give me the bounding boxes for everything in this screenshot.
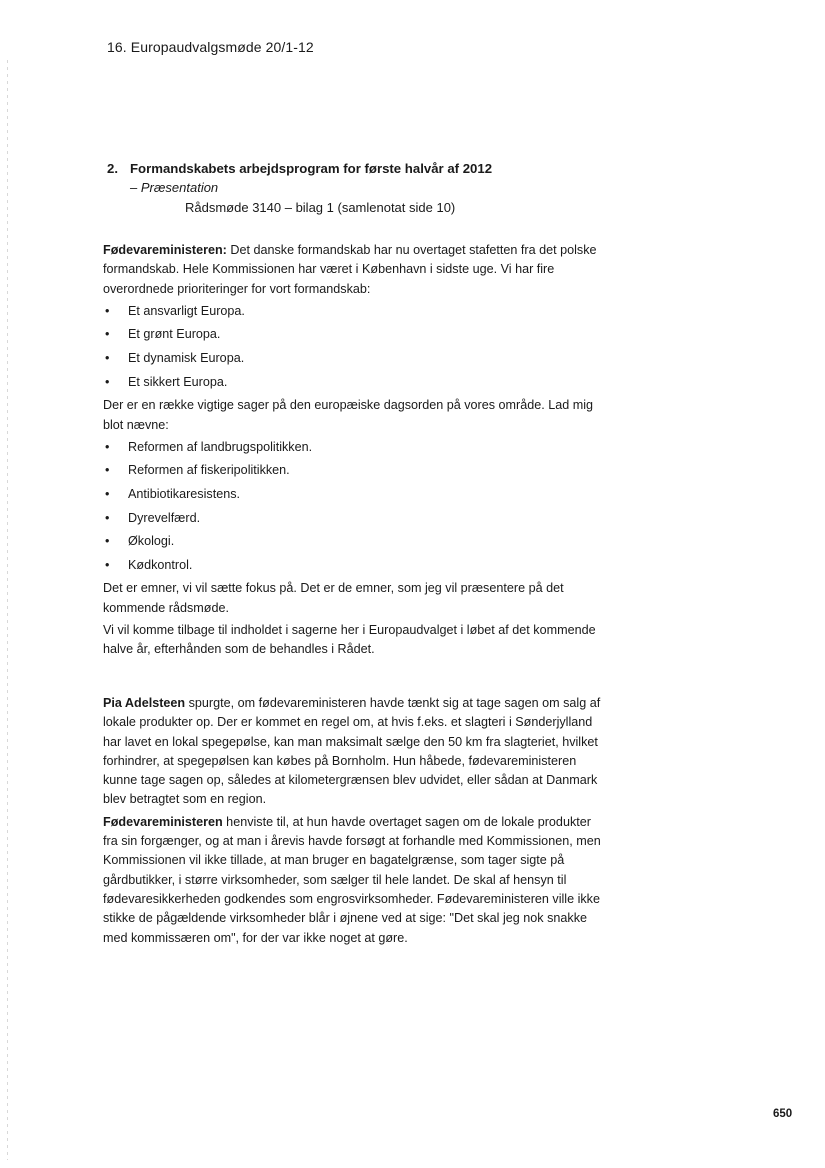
agenda-item-reference: Rådsmøde 3140 – bilag 1 (samlenotat side 10): [185, 200, 456, 215]
paragraph: [103, 694, 603, 810]
topics-list: [103, 438, 603, 575]
list-item: • Reformen af fiskeripolitikken.: [103, 461, 603, 480]
speaker-name: Pia Adelsteen: [103, 696, 186, 710]
paragraph: [103, 813, 603, 948]
list-item: • Et dynamisk Europa.: [103, 349, 603, 368]
paragraph: Det er emner, vi vil sætte fokus på. Det er de emner, som jeg vil præsentere på det kommende rådsmøde.: [103, 581, 564, 615]
speaker-name: Fødevareministeren:: [103, 243, 227, 257]
list-item: • Dyrevelfærd.: [103, 509, 603, 528]
priorities-list: [103, 302, 603, 392]
paragraph: [103, 241, 603, 299]
list-item: • Et ansvarligt Europa.: [103, 302, 603, 321]
agenda-item-number: 2.: [107, 161, 118, 176]
paragraph-text: Det danske formandskab har nu overtaget stafetten fra det polske formandskab. Hele Kommissionen har været i København i sidste uge. Vi har fire overordnede prioriteringer for vort formandskab:: [103, 243, 597, 296]
list-item: • Kødkontrol.: [103, 556, 603, 575]
agenda-item-subtitle: – Præsentation: [130, 180, 219, 195]
scan-edge-line: [7, 60, 8, 1160]
list-item: • Et grønt Europa.: [103, 325, 603, 344]
agenda-item-title: Formandskabets arbejdsprogram for første halvår af 2012: [130, 161, 493, 176]
paragraph: Der er en række vigtige sager på den europæiske dagsorden på vores område. Lad mig blot nævne:: [103, 398, 594, 432]
list-item: • Et sikkert Europa.: [103, 373, 603, 392]
discussion-section: [103, 694, 603, 951]
list-item: • Økologi.: [103, 532, 603, 551]
list-item: • Reformen af landbrugspolitikken.: [103, 438, 603, 457]
list-item: • Antibiotikaresistens.: [103, 485, 603, 504]
page-number: 650: [773, 1108, 793, 1120]
paragraph-text: spurgte, om fødevareministeren havde tænkt sig at tage sagen om salg af lokale produkter op. Der er kommet en regel om, at hvis f.eks. et slagteri i Sønderjylland har lavet en lokal spegepølse, kan man maksimalt sælge den 50 km fra slagteriet, hvilket forhindrer, at spegepølsen kan købes på Bornholm. Hun håbede, fødevareministeren kunne tage sagen op, således at kilometergrænsen blev udvidet, eller sådan at Danmark blev betragtet som en region.: [103, 696, 601, 807]
paragraph-text: henviste til, at hun havde overtaget sagen om de lokale produkter fra sin forgænger, og at man i årevis havde forsøgt at forhandle med Kommissionen, men Kommissionen vil ikke tillade, at man bruger en bagatelgrænse, som tager sigte på gårdbutikker, i større virksomheder, som sælger til hele landet. De skal af hensyn til fødevaresikkerheden godkendes som engrosvirksomheder. Fødevareministeren ville ikke stikke de pågældende virksomheder blår i øjnene ved at sige: "Det skal jeg nok snakke med kommissæren om", for der var ikke noget at gøre.: [103, 814, 601, 945]
agenda-item-heading: [107, 161, 492, 176]
minister-presentation-section: [103, 241, 603, 663]
paragraph: Vi vil komme tilbage til indholdet i sagerne her i Europaudvalget i løbet af det kommende halve år, efterhånden som de behandles i Rådet.: [103, 623, 596, 657]
speaker-name: Fødevareministeren: [103, 814, 223, 829]
page-header: 16. Europaudvalgsmøde 20/1-12: [107, 39, 314, 55]
